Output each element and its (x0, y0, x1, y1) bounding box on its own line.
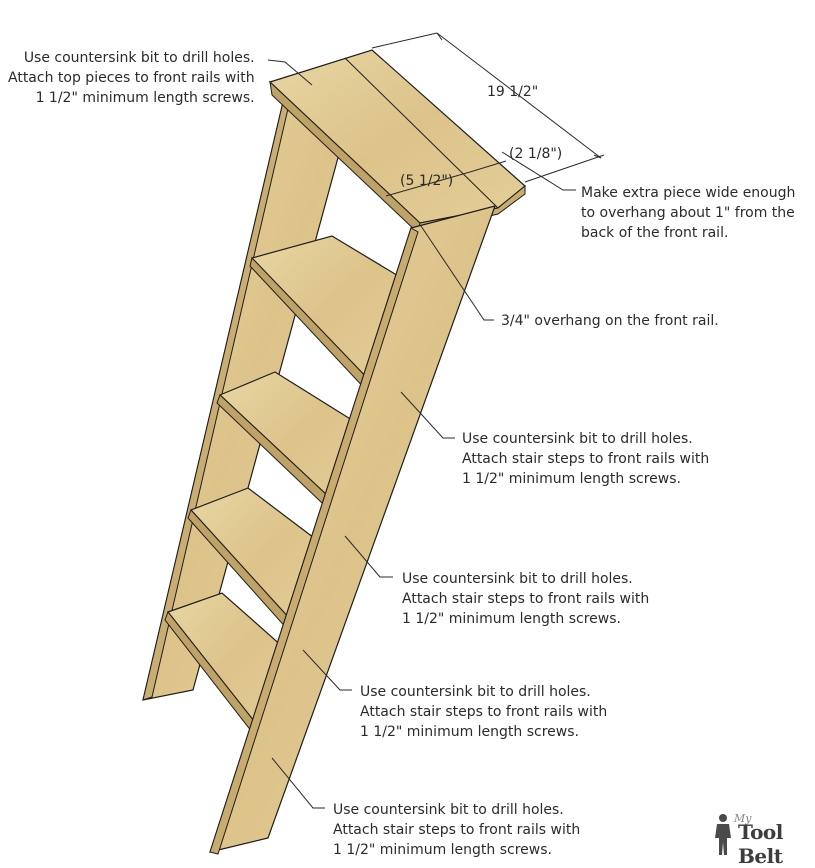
note-line: 1 1/2" minimum length screws. (402, 611, 621, 627)
note-line: 1 1/2" minimum length screws. (360, 724, 579, 740)
note-step-4 (333, 800, 580, 860)
note-line: Use countersink bit to drill holes. (23, 50, 255, 66)
note-line: 1 1/2" minimum length screws. (462, 471, 681, 487)
logo-name: Tool Belt (738, 820, 783, 868)
note-extra-piece (581, 183, 795, 243)
brand-logo (712, 812, 804, 868)
note-line: Attach stair steps to front rails with (462, 451, 710, 467)
note-overhang (501, 311, 719, 331)
note-line: Use countersink bit to drill holes. (462, 431, 693, 447)
note-line: Attach stair steps to front rails with (333, 822, 581, 838)
logo-prefix: My (734, 812, 752, 825)
note-line: Attach top pieces to front rails with (8, 70, 255, 86)
dimension-width-label: 19 1/2" (487, 84, 539, 100)
note-line: to overhang about 1" from the (581, 205, 795, 221)
note-line: 1 1/2" minimum length screws. (35, 90, 255, 106)
note-line: 3/4" overhang on the front rail. (501, 313, 719, 329)
note-line: Attach stair steps to front rails with (402, 591, 650, 607)
note-top-pieces (8, 48, 255, 108)
note-line: Use countersink bit to drill holes. (333, 802, 564, 818)
note-step-1 (462, 429, 709, 489)
dimension-piece-b-label: (2 1/8") (509, 146, 563, 162)
note-line: Use countersink bit to drill holes. (360, 684, 591, 700)
person-icon (712, 812, 734, 856)
dimension-piece-a-label: (5 1/2") (400, 173, 454, 189)
note-step-2 (402, 569, 649, 629)
note-line: back of the front rail. (581, 225, 729, 241)
note-step-3 (360, 682, 607, 742)
note-line: Make extra piece wide enough (581, 185, 796, 201)
note-line: Attach stair steps to front rails with (360, 704, 608, 720)
note-line: 1 1/2" minimum length screws. (333, 842, 552, 858)
note-line: Use countersink bit to drill holes. (402, 571, 633, 587)
